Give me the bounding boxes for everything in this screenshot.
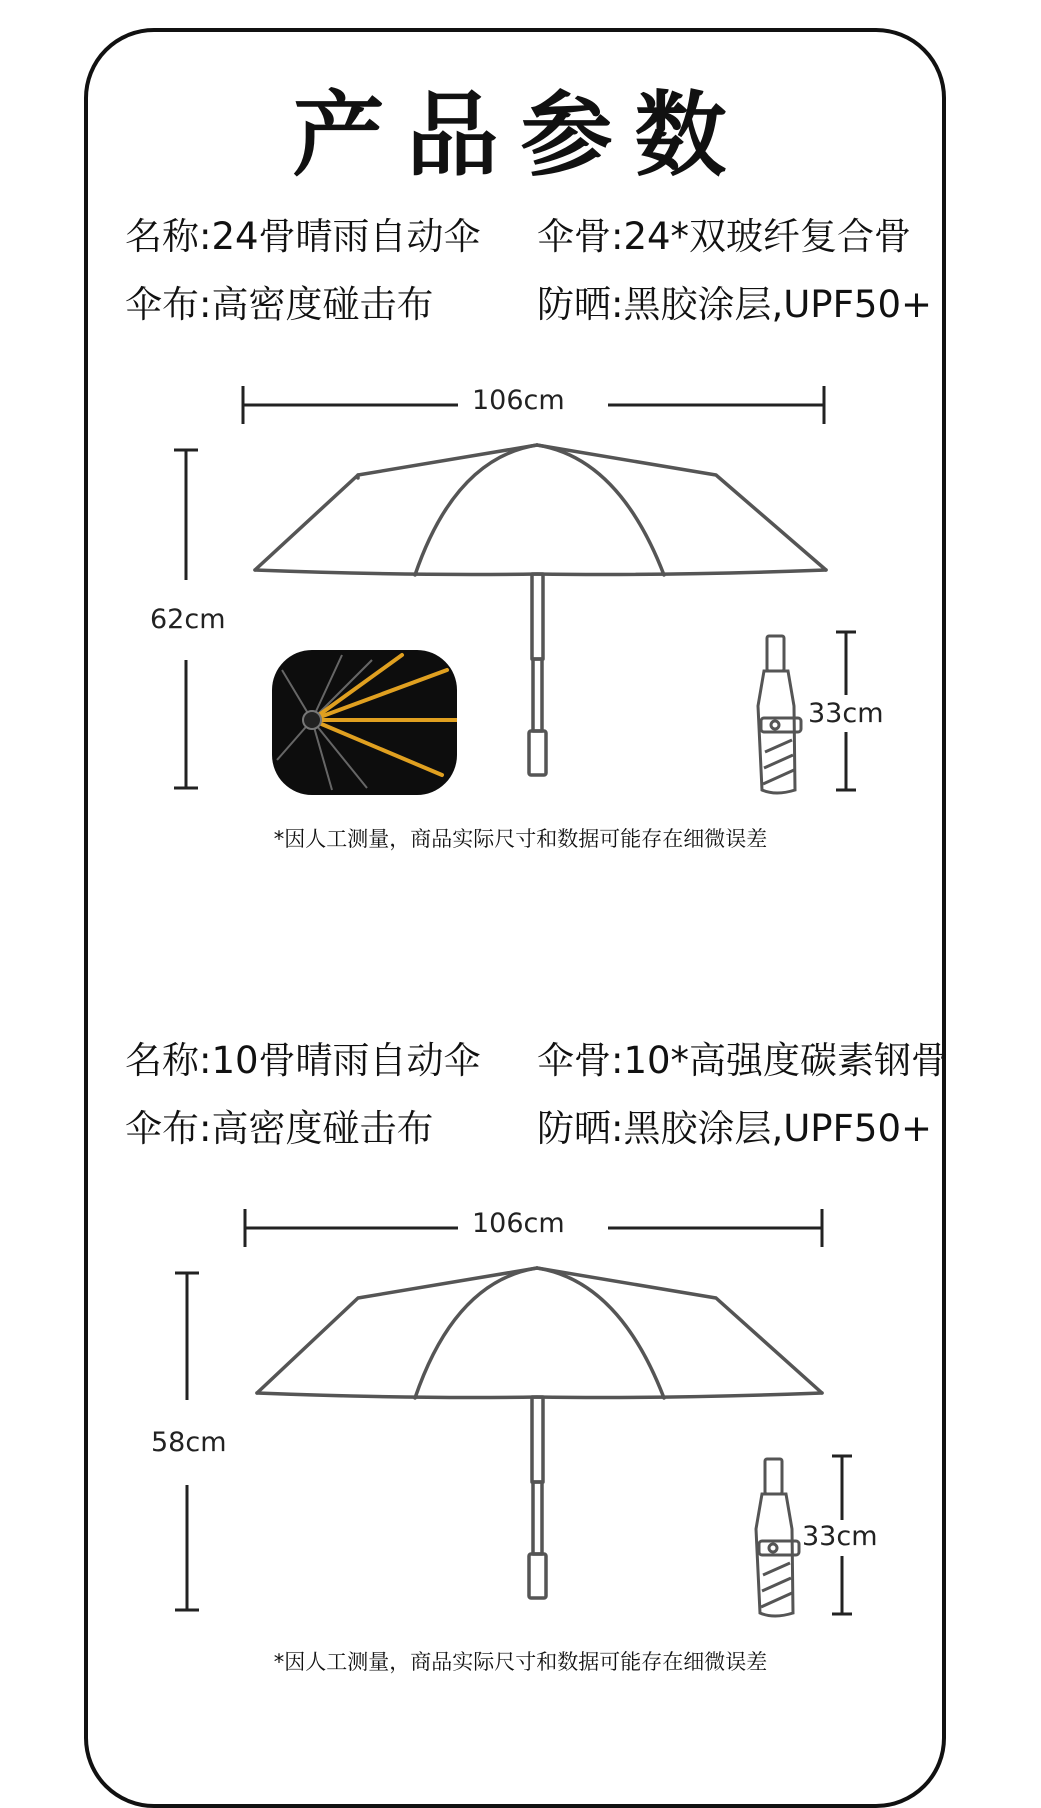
measurement-note: *因人工测量，商品实际尺寸和数据可能存在细微误差 <box>273 1650 768 1674</box>
page-title: 产品参数 <box>292 82 749 189</box>
folded-umbrella-icon <box>756 1459 799 1616</box>
spec-fabric: 伞布:高密度碰击布 <box>125 283 434 326</box>
height-label: 58cm <box>151 1427 227 1458</box>
measurement-note: *因人工测量，商品实际尺寸和数据可能存在细微误差 <box>273 827 768 851</box>
folded-length-label: 33cm <box>802 1521 878 1552</box>
folded-length-label: 33cm <box>808 698 884 729</box>
spec-fabric: 伞布:高密度碰击布 <box>125 1107 434 1150</box>
height-label: 62cm <box>150 604 226 635</box>
spec-uv: 防晒:黑胶涂层,UPF50+ <box>537 283 932 326</box>
spec-name: 名称:10骨晴雨自动伞 <box>125 1039 481 1082</box>
width-label: 106cm <box>472 1208 565 1239</box>
spec-uv: 防晒:黑胶涂层,UPF50+ <box>537 1107 932 1150</box>
width-label: 106cm <box>472 385 565 416</box>
spec-ribs: 伞骨:10*高强度碳素钢骨 <box>537 1039 949 1082</box>
open-umbrella-icon <box>257 1268 822 1598</box>
spec-name: 名称:24骨晴雨自动伞 <box>125 215 481 258</box>
spec-ribs: 伞骨:24*双玻纤复合骨 <box>537 215 912 258</box>
